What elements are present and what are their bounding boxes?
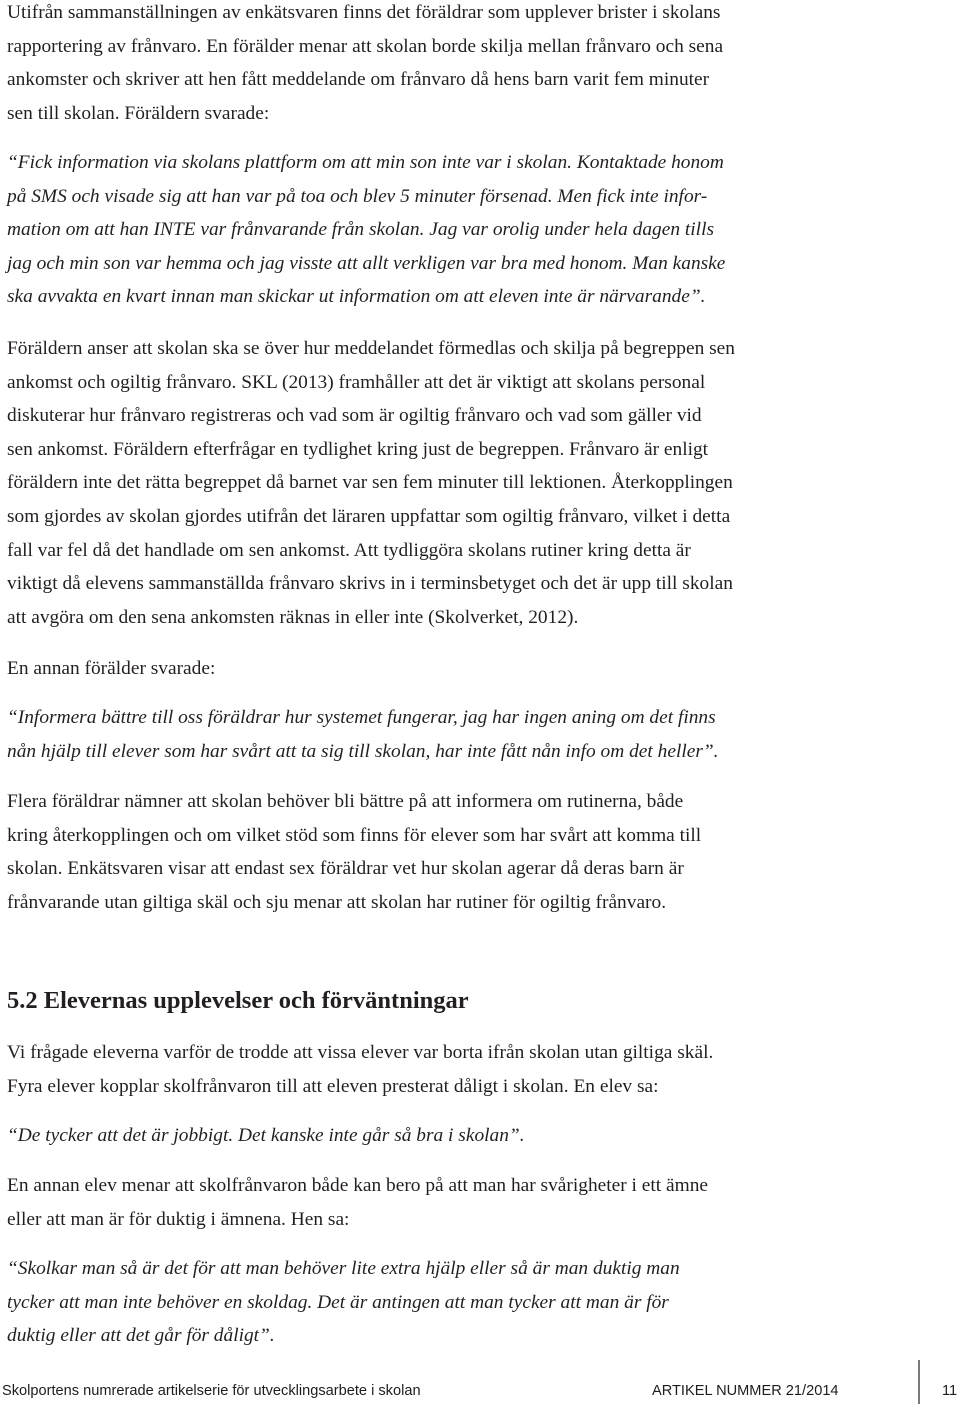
text-line: ankomst och ogiltig frånvaro. SKL (2013) framhåller att det är viktigt att skolans personal <box>7 371 706 393</box>
quote-line: tycker att man inte behöver en skoldag. Det är antingen att man tycker att man är för <box>7 1291 669 1313</box>
quote-line: “Informera bättre till oss föräldrar hur systemet fungerar, jag har ingen aning om det finns <box>7 707 716 728</box>
text-line: kring återkopplingen och om vilket stöd som finns för elever som har svårt att komma till <box>7 824 702 846</box>
text-line: sen till skolan. Föräldern svarade: <box>7 102 270 124</box>
page-footer <box>0 1380 960 1402</box>
text-line: föräldern inte det rätta begreppet då barnet var sen fem minuter till lektionen. Återkopplingen <box>7 472 733 494</box>
section-heading: 5.2 Elevernas upplevelser och förväntningar <box>7 987 469 1014</box>
text-line: Utifrån sammanställningen av enkätsvaren finns det föräldrar som upplever brister i skolans <box>7 2 721 23</box>
footer-series-title: Skolportens numrerade artikelserie för utvecklingsarbete i skolan <box>2 1383 421 1399</box>
page-number: 11 <box>942 1383 958 1399</box>
text-line: diskuterar hur frånvaro registreras och vad som är ogiltig frånvaro och vad som gäller vid <box>7 405 702 427</box>
quote-line: duktig eller att det går för dåligt”. <box>7 1325 275 1347</box>
quote-parent-absence-info <box>7 146 955 314</box>
quote-line: mation om att han INTE var frånvarande från skolan. Jag var orolig under hela dagen tills <box>7 219 715 241</box>
text-line: En annan elev menar att skolfrånvaron både kan bero på att man har svårigheter i ett ämne <box>7 1175 708 1196</box>
quote-line: jag och min son var hemma och jag visste att allt verkligen var bra med honom. Man kanske <box>7 252 726 274</box>
text-line: rapportering av frånvaro. En förälder menar att skolan borde skilja mellan frånvaro och sena <box>7 35 724 57</box>
quote-student-truancy <box>7 1252 955 1353</box>
quote-line: “Skolkar man så är det för att man behöver lite extra hjälp eller så är man duktig man <box>7 1258 680 1279</box>
text-line: Vi frågade eleverna varför de trodde att vissa elever var borta ifrån skolan utan giltiga skäl. <box>7 1042 714 1063</box>
quote-line: på SMS och visade sig att han var på toa och blev 5 minuter försenad. Men fick inte infor- <box>7 185 708 207</box>
quote-line: “De tycker att det är jobbigt. Det kanske inte går så bra i skolan”. <box>7 1125 525 1146</box>
paragraph-another-student <box>7 1169 955 1236</box>
text-line: Föräldern anser att skolan ska se över hur meddelandet förmedlas och skilja på begreppen sen <box>7 338 735 359</box>
text-line: eller att man är för duktig i ämnena. Hen sa: <box>7 1208 350 1230</box>
text-line: viktigt då elevens sammanställda frånvaro skrivs in i terminsbetyget och det är upp till skolan <box>7 573 733 595</box>
text-line: som gjordes av skolan gjordes utifrån det läraren uppfattar som ogiltig frånvaro, vilket i detta <box>7 505 731 527</box>
text-line: fall var fel då det handlade om sen ankomst. Att tydliggöra skolans rutiner kring detta är <box>7 539 691 561</box>
quote-student-difficult <box>7 1119 955 1153</box>
quote-line: “Fick information via skolans plattform om att min son inte var i skolan. Kontaktade honom <box>7 152 724 173</box>
paragraph-parents-routines <box>7 785 955 919</box>
paragraph-parent-view <box>7 332 955 634</box>
quote-line: ska avvakta en kvart innan man skickar ut information om att eleven inte är närvarande”. <box>7 286 706 308</box>
text-line: Flera föräldrar nämner att skolan behöver bli bättre på att informera om rutinerna, både <box>7 791 684 812</box>
text-line: sen ankomst. Föräldern efterfrågar en tydlighet kring just de begreppen. Frånvaro är enligt <box>7 438 709 460</box>
quote-line: nån hjälp till elever som har svårt att ta sig till skolan, har inte fått nån info om det heller”. <box>7 740 719 762</box>
text-line: Fyra elever kopplar skolfrånvaron till att eleven presterat dåligt i skolan. En elev sa: <box>7 1075 659 1097</box>
text-line: skolan. Enkätsvaren visar att endast sex föräldrar vet hur skolan agerar då deras barn är <box>7 858 684 880</box>
text-line: frånvarande utan giltiga skäl och sju menar att skolan har rutiner för ogiltig frånvaro. <box>7 891 667 913</box>
text-line: att avgöra om den sena ankomsten räknas in eller inte (Skolverket, 2012). <box>7 606 579 628</box>
footer-article-number: ARTIKEL NUMMER 21/2014 <box>652 1383 839 1399</box>
paragraph-parent-reports <box>7 0 955 130</box>
footer-divider <box>918 1360 920 1404</box>
paragraph-students-reasons <box>7 1036 955 1103</box>
text-line: En annan förälder svarade: <box>7 658 216 679</box>
paragraph-another-parent <box>7 652 955 686</box>
quote-parent-system <box>7 701 955 768</box>
text-line: ankomster och skriver att hen fått meddelande om frånvaro då hens barn varit fem minuter <box>7 69 710 91</box>
